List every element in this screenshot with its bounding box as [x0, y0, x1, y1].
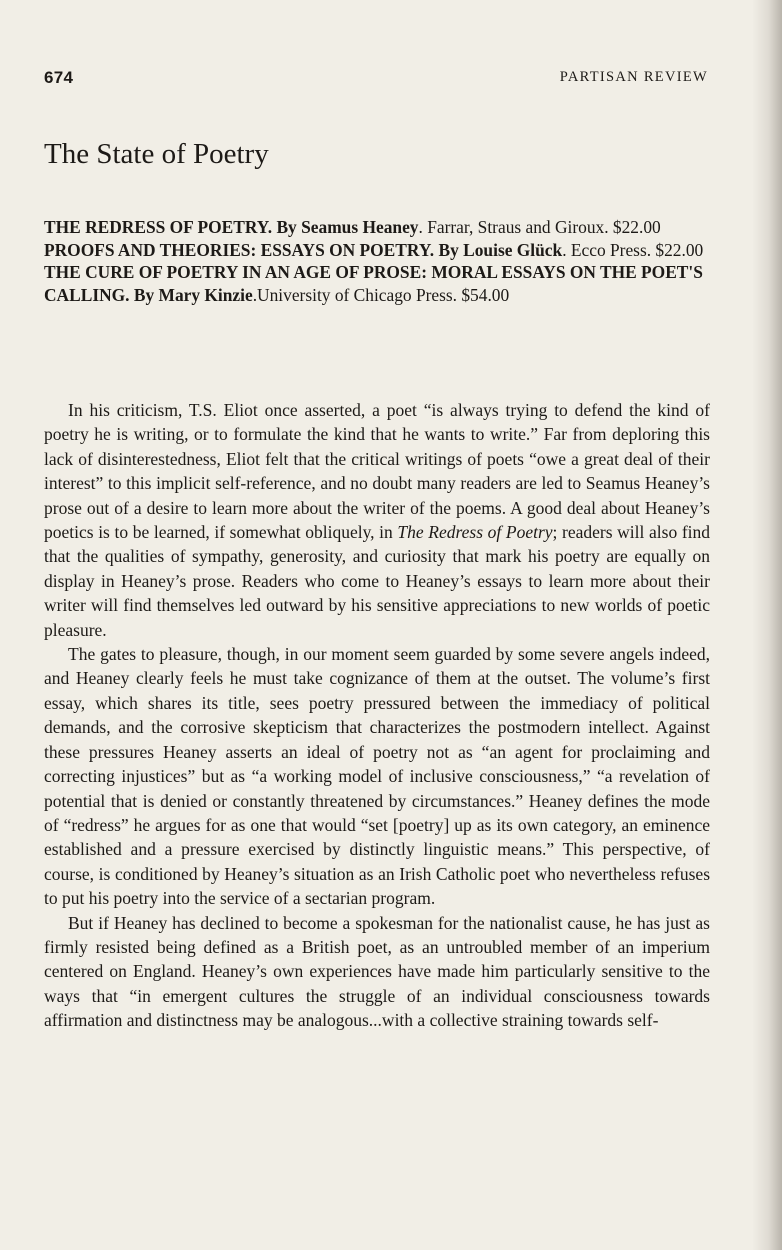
book-details: . Ecco Press. $22.00	[562, 239, 704, 260]
book-author: Louise Glück	[463, 239, 563, 260]
page-header	[44, 68, 708, 92]
body-paragraph: But if Heaney has declined to become a spokesman for the nationalist cause, he has just as firmly resisted being defined as a British poet, as an untroubled member of an imperium centered on England. Heaney’s own experiences have made him particularly sensitive to the ways that “in emergent cultures the struggle of an individual consciousness towards affirmation and distinctness may be analogous...with a collective straining towards self-	[44, 912, 710, 1031]
book-author: Mary Kinzie	[158, 284, 253, 305]
book-details: .University of Chicago Press. $54.00	[252, 284, 510, 305]
running-head: PARTISAN REVIEW	[559, 69, 708, 85]
body-paragraph: The gates to pleasure, though, in our moment seem guarded by some severe angels indeed, and Heaney clearly feels he must take cognizance of them at the outset. The volume’s first essay, which shares its title, sees poetry pressured between the immediacy of political demands, and the corrosive skepticism that characterizes the postmodern intellect. Against these pressures Heaney asserts an ideal of poetry not as “an agent for proclaiming and correcting injustices” but as “a working model of inclusive consciousness,” “a revelation of potential that is denied or constantly threatened by circumstances.” Heaney defines the mode of “redress” he argues for as one that would “set [poetry] up as its own category, an eminence established and a pressure exercised by distinctly linguistic means.” This perspective, of course, is conditioned by Heaney’s situation as an Irish Catholic poet who nevertheless refuses to put his poetry into the service of a sectarian program.	[44, 644, 710, 909]
review-item	[44, 216, 712, 239]
book-author: Seamus Heaney	[301, 217, 419, 237]
article-title: The State of Poetry	[44, 138, 269, 170]
book-by: By	[272, 217, 302, 237]
page-number: 674	[44, 68, 74, 87]
article-body	[44, 398, 710, 1033]
reviewed-books	[44, 216, 712, 306]
book-title: PROOFS AND THEORIES: ESSAYS ON POETRY.	[44, 239, 435, 260]
book-title: THE CURE OF POETRY IN AN AGE OF PROSE: MORAL ESSAYS ON THE POET'S CALLING.	[44, 262, 703, 305]
page-edge-shadow	[752, 0, 782, 1250]
review-item	[44, 239, 712, 262]
paragraph-text: In his criticism, T.S. Eliot once asserted, a poet “is always trying to defend the kind of poetry he is writing, or to formulate the kind that he wants to write.” Far from deploring this lack of disinterestedness, Eliot felt that the critical writings of poets “owe a great deal of their interest” to this implicit self-reference, and no doubt many readers are led to Seamus Heaney’s prose out of a desire to learn more about the writer of the poems. A good deal about Heaney’s poetics is to be learned, if somewhat obliquely, in	[44, 400, 710, 543]
book-title-italic: The Redress of Poetry	[397, 522, 553, 543]
paragraph-text: ; readers will also find that the qualities of sympathy, generosity, and curiosity that mark his poetry are equally on display in Heaney’s prose. Readers who come to Heaney’s essays to learn more about their writer will find themselves led outward by his sensitive appreciations to new worlds of poetic pleasure.	[44, 522, 711, 640]
body-paragraph	[44, 398, 710, 642]
book-by: By	[129, 284, 159, 305]
book-title: THE REDRESS OF POETRY.	[44, 217, 273, 237]
book-details: . Farrar, Straus and Giroux. $22.00	[418, 217, 661, 237]
review-item	[44, 261, 712, 306]
book-by: By	[434, 239, 464, 260]
